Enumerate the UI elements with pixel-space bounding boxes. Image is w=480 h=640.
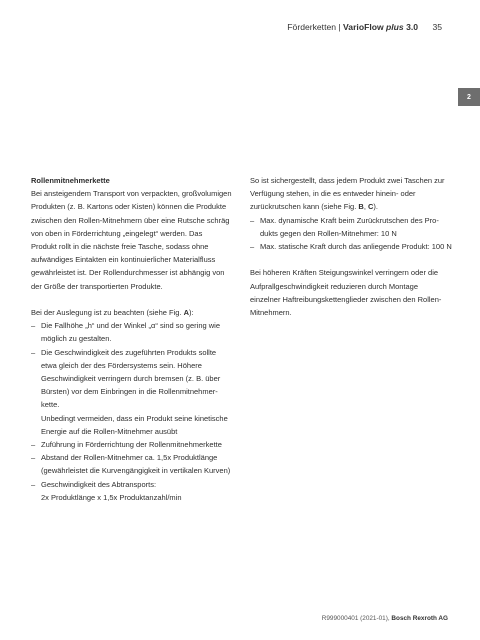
intro-line: Produkt rollt in die nächste freie Tasche, sodass ohne bbox=[31, 242, 209, 252]
figure-ref: A bbox=[183, 308, 190, 318]
list-line: Max. dynamische Kraft beim Zurückrutschen des Pro- bbox=[260, 215, 439, 225]
list-line: Bürsten) vor dem Einbringen in die Rollenmitnehmer- bbox=[41, 387, 218, 397]
list-line: Unbedingt vermeiden, dass ein Produkt seine kinetische bbox=[41, 413, 228, 423]
paragraph-line: Verfügung stehen, in die es entweder hinein- oder bbox=[250, 189, 416, 199]
list-item bbox=[31, 438, 245, 451]
list-line: Geschwindigkeit verringern durch bremsen (z. B. über bbox=[41, 374, 221, 384]
intro-line: Produkten (z. B. Kartons oder Kisten) können die Produkte bbox=[31, 202, 227, 212]
bullet-dash: – bbox=[250, 215, 255, 225]
intro-line: der Größe der transportierten Produkte. bbox=[31, 281, 163, 291]
document-number: R999000401 (2021-01), bbox=[321, 615, 390, 622]
page-footer bbox=[322, 615, 448, 622]
figure-ref: B bbox=[358, 202, 364, 212]
section-heading: Rollenmitnehmerkette bbox=[31, 176, 110, 185]
list-item bbox=[31, 451, 245, 477]
right-column bbox=[250, 174, 462, 319]
intro-line: Bei ansteigendem Transport von verpackten, großvolumigen bbox=[31, 189, 232, 199]
bullet-dash: – bbox=[250, 242, 255, 252]
list-line: Die Geschwindigkeit des zugeführten Produkts sollte bbox=[41, 347, 217, 357]
paragraph-line: einzelner Haftreibungskettenglieder zwischen den Rollen- bbox=[250, 294, 442, 304]
list-line: 2x Produktlänge x 1,5x Produktanzahl/min bbox=[41, 492, 182, 502]
list-line: Geschwindigkeit des Abtransports: bbox=[41, 479, 157, 489]
list-line: dukts gegen den Rollen-Mitnehmer: 10 N bbox=[260, 228, 397, 238]
product-main: VarioFlow bbox=[343, 22, 384, 32]
paragraph-gap bbox=[250, 253, 462, 266]
list-item bbox=[31, 319, 245, 345]
product-italic: plus bbox=[386, 22, 404, 32]
intro-line: zwischen den Rollen-Mitnehmern über eine Rutsche schräg bbox=[31, 215, 230, 225]
paragraph-text: , bbox=[363, 202, 368, 212]
paragraph-gap bbox=[31, 293, 245, 306]
list-item bbox=[31, 346, 245, 438]
page-number: 35 bbox=[432, 22, 442, 32]
company-name: Bosch Rexroth AG bbox=[391, 615, 448, 622]
paragraph-text: zurückrutschen kann (siehe Fig. bbox=[250, 202, 359, 212]
list-line: Zuführung in Förderrichtung der Rollenmitnehmerkette bbox=[41, 440, 222, 450]
section-title: Förderketten bbox=[287, 22, 337, 32]
list-line: Die Fallhöhe „h“ und der Winkel „α“ sind so gering wie bbox=[41, 321, 220, 331]
note-text: ): bbox=[189, 308, 194, 318]
left-column bbox=[31, 174, 245, 504]
header-separator: | bbox=[338, 22, 341, 32]
list-line: Abstand der Rollen-Mitnehmer ca. 1,5x Produktlänge bbox=[41, 453, 218, 463]
page-header bbox=[287, 22, 442, 32]
bullet-dash: – bbox=[31, 321, 36, 331]
product-name bbox=[343, 22, 418, 32]
bullet-dash: – bbox=[31, 440, 36, 450]
paragraph-line: So ist sichergestellt, dass jedem Produkt zwei Taschen zur bbox=[250, 176, 445, 185]
list-line: Max. statische Kraft durch das anliegende Produkt: 100 N bbox=[260, 242, 452, 252]
paragraph-line: Aufprallgeschwindigkeit reduzieren durch Montage bbox=[250, 281, 419, 291]
figure-ref: C bbox=[367, 202, 374, 212]
list-line: kette. bbox=[41, 400, 60, 410]
note-text: Bei der Auslegung ist zu beachten (siehe Fig. bbox=[31, 308, 184, 318]
product-version: 3.0 bbox=[406, 22, 419, 32]
list-item bbox=[250, 240, 462, 253]
intro-line: von oben in Förderrichtung „eingelegt“ werden. Das bbox=[31, 228, 203, 238]
list-item bbox=[250, 214, 462, 240]
list-line: etwa gleich der des Fördersystems sein. Höhere bbox=[41, 360, 202, 370]
list-line: möglich zu gestalten. bbox=[41, 334, 112, 344]
paragraph-line: Bei höheren Kräften Steigungswinkel verringern oder die bbox=[250, 268, 439, 278]
list-line: Energie auf die Rollen-Mitnehmer ausübt bbox=[41, 426, 178, 436]
bullet-dash: – bbox=[31, 479, 36, 489]
paragraph-line bbox=[250, 200, 462, 213]
intro-line: gewährleistet ist. Der Rollendurchmesser ist abhängig von bbox=[31, 268, 225, 278]
list-line: (gewährleistet die Kurvengängigkeit in vertikalen Kurven) bbox=[41, 466, 231, 476]
intro-line: aufwändiges Eintakten ein kontinuierlicher Materialfluss bbox=[31, 255, 216, 265]
bullet-dash: – bbox=[31, 453, 36, 463]
paragraph-text: ). bbox=[373, 202, 378, 212]
paragraph-line: Mitnehmern. bbox=[250, 308, 292, 318]
design-note bbox=[31, 306, 245, 319]
chapter-tab: 2 bbox=[458, 88, 480, 106]
list-item bbox=[31, 478, 245, 504]
bullet-dash: – bbox=[31, 347, 36, 357]
